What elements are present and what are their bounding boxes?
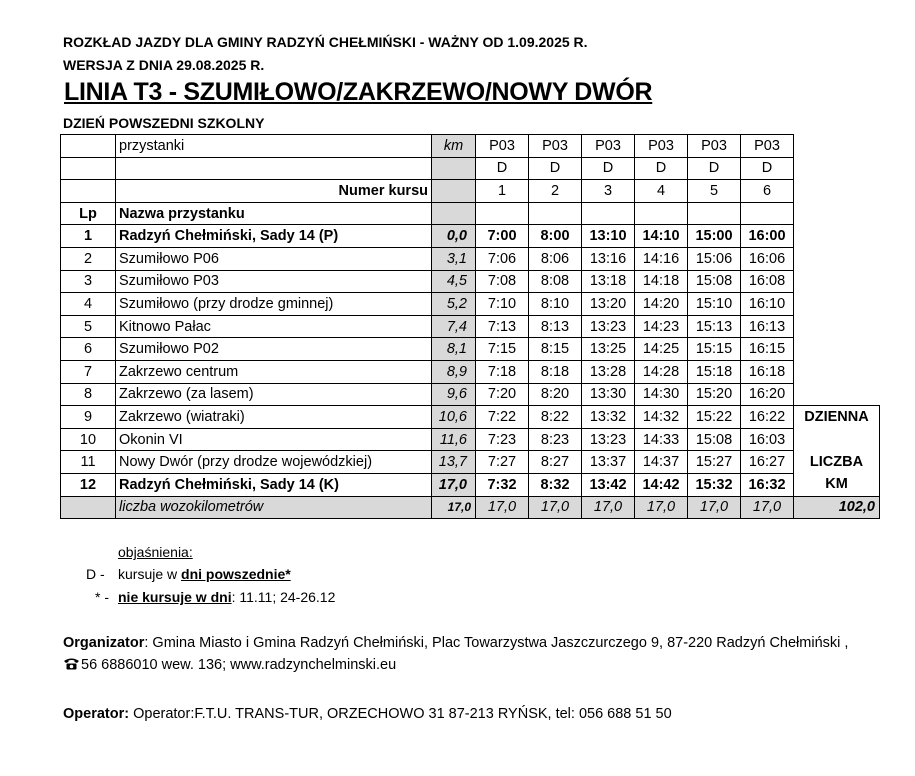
row-time: 16:15 [741,338,794,361]
total-row [61,496,880,519]
row-time: 15:18 [688,360,741,383]
row-time: 15:20 [688,383,741,406]
row-stop-name: Radzyń Chełmiński, Sady 14 (K) [116,473,432,496]
total-sum: 102,0 [794,496,880,519]
note-star-mark: * - [95,589,109,605]
timetable-rows [61,225,880,496]
row-time: 14:25 [635,338,688,361]
row-time: 8:13 [529,315,582,338]
row-time: 7:06 [476,247,529,270]
route-code: P03 [741,135,794,158]
row-lp: 7 [61,360,116,383]
row-km: 11,6 [432,428,476,451]
row-time: 13:20 [582,293,635,316]
row-lp: 1 [61,225,116,248]
row-time: 8:18 [529,360,582,383]
row-stop-name: Kitnowo Pałac [116,315,432,338]
empty-cell [61,180,116,203]
day-type: DZIEŃ POWSZEDNI SZKOLNY [63,115,265,131]
row-time: 16:27 [741,451,794,474]
row-km: 9,6 [432,383,476,406]
empty-cell [116,157,432,180]
row-time: 16:20 [741,383,794,406]
header-row-names [61,202,880,225]
organizer-contact [63,657,396,673]
row-time: 7:23 [476,428,529,451]
notes-title: objaśnienia: [118,544,193,560]
row-time: 7:20 [476,383,529,406]
row-km: 13,7 [432,451,476,474]
operator-label: Operator: [63,706,130,722]
row-time: 15:10 [688,293,741,316]
blank [794,293,880,316]
row-time: 14:20 [635,293,688,316]
note-star-text: : 11.11; 24-26.12 [231,589,336,605]
course-label: Numer kursu [116,180,432,203]
total-value: 17,0 [688,496,741,519]
route-code: P03 [635,135,688,158]
blank [794,157,880,180]
row-time: 15:13 [688,315,741,338]
row-lp: 11 [61,451,116,474]
row-km: 0,0 [432,225,476,248]
empty-cell [61,157,116,180]
row-time: 7:08 [476,270,529,293]
page-title: LINIA T3 - SZUMIŁOWO/ZAKRZEWO/NOWY DWÓR [64,78,653,106]
day-code: D [476,157,529,180]
row-time: 16:06 [741,247,794,270]
row-km: 4,5 [432,270,476,293]
operator-text: Operator:F.T.U. TRANS-TUR, ORZECHOWO 31 87-213 RYŃSK, tel: 056 688 51 50 [129,706,672,722]
row-km: 3,1 [432,247,476,270]
row-stop-name: Szumiłowo P02 [116,338,432,361]
row-stop-name: Radzyń Chełmiński, Sady 14 (P) [116,225,432,248]
row-time: 14:16 [635,247,688,270]
row-time: 16:18 [741,360,794,383]
note-d [118,566,291,582]
total-value: 17,0 [582,496,635,519]
row-time: 7:27 [476,451,529,474]
row-stop-name: Zakrzewo (za lasem) [116,383,432,406]
row-time: 16:32 [741,473,794,496]
table-row [61,451,880,474]
table-row [61,383,880,406]
row-time: 13:10 [582,225,635,248]
row-time: 14:37 [635,451,688,474]
row-stop-name: Zakrzewo centrum [116,360,432,383]
row-time: 13:25 [582,338,635,361]
side-label-km: KM [794,473,880,496]
row-km: 8,9 [432,360,476,383]
row-time: 13:30 [582,383,635,406]
row-stop-name: Szumiłowo P03 [116,270,432,293]
blank [794,360,880,383]
route-code: P03 [476,135,529,158]
organizer-label: Organizator [63,635,145,651]
row-time: 16:00 [741,225,794,248]
day-code: D [582,157,635,180]
row-time: 13:18 [582,270,635,293]
course-number: 3 [582,180,635,203]
row-lp: 5 [61,315,116,338]
row-time: 8:15 [529,338,582,361]
table-row [61,225,880,248]
row-time: 7:13 [476,315,529,338]
header-version: WERSJA Z DNIA 29.08.2025 R. [63,57,265,73]
organizer [63,635,848,651]
empty-cell [61,496,116,519]
row-time: 13:28 [582,360,635,383]
row-time: 14:28 [635,360,688,383]
row-km: 8,1 [432,338,476,361]
empty-cell [635,202,688,225]
row-lp: 2 [61,247,116,270]
day-code: D [741,157,794,180]
row-time: 14:10 [635,225,688,248]
row-time: 13:37 [582,451,635,474]
row-time: 15:00 [688,225,741,248]
side-label-dzienna: DZIENNA [794,406,880,429]
blank [794,270,880,293]
row-time: 13:16 [582,247,635,270]
row-time: 14:42 [635,473,688,496]
km-shade [432,180,476,203]
lp-label: Lp [61,202,116,225]
km-shade [432,157,476,180]
empty-cell [529,202,582,225]
empty-cell [741,202,794,225]
row-time: 14:32 [635,406,688,429]
row-time: 13:23 [582,428,635,451]
row-km: 5,2 [432,293,476,316]
table-row [61,293,880,316]
row-time: 8:00 [529,225,582,248]
row-time: 15:08 [688,428,741,451]
row-time: 7:18 [476,360,529,383]
total-value: 17,0 [741,496,794,519]
row-time: 8:23 [529,428,582,451]
route-code: P03 [529,135,582,158]
organizer-contact-text: 56 6886010 wew. 136; www.radzynchelminski.eu [81,657,397,673]
note-d-mark: D - [86,566,105,582]
row-stop-name: Szumiłowo (przy drodze gminnej) [116,293,432,316]
route-code: P03 [582,135,635,158]
empty-cell [476,202,529,225]
total-value: 17,0 [529,496,582,519]
row-time: 7:00 [476,225,529,248]
row-time: 8:06 [529,247,582,270]
table-row [61,270,880,293]
table-row [61,247,880,270]
row-km: 17,0 [432,473,476,496]
empty-cell [61,135,116,158]
table-row [61,360,880,383]
course-number: 5 [688,180,741,203]
note-star [118,589,335,605]
phone-icon [63,657,80,670]
row-time: 13:23 [582,315,635,338]
course-number: 2 [529,180,582,203]
side-label-liczba: LICZBA [794,451,880,474]
header-row-route [61,135,880,158]
header-row-course [61,180,880,203]
row-time: 15:22 [688,406,741,429]
blank [794,247,880,270]
row-lp: 8 [61,383,116,406]
row-time: 15:27 [688,451,741,474]
row-lp: 4 [61,293,116,316]
row-lp: 6 [61,338,116,361]
row-time: 14:18 [635,270,688,293]
day-code: D [688,157,741,180]
row-km: 10,6 [432,406,476,429]
total-value: 17,0 [635,496,688,519]
row-time: 16:08 [741,270,794,293]
row-time: 7:22 [476,406,529,429]
row-time: 13:42 [582,473,635,496]
table-row [61,473,880,496]
row-stop-name: Nowy Dwór (przy drodze wojewódzkiej) [116,451,432,474]
row-lp: 10 [61,428,116,451]
course-number: 1 [476,180,529,203]
table-row [61,338,880,361]
row-time: 16:03 [741,428,794,451]
day-code: D [635,157,688,180]
operator [63,706,672,722]
blank [794,202,880,225]
row-lp: 9 [61,406,116,429]
row-time: 13:32 [582,406,635,429]
total-label: liczba wozokilometrów [116,496,432,519]
row-time: 14:23 [635,315,688,338]
course-number: 4 [635,180,688,203]
row-time: 15:06 [688,247,741,270]
row-time: 8:32 [529,473,582,496]
note-d-text: kursuje w [118,566,178,582]
row-lp: 3 [61,270,116,293]
name-label: Nazwa przystanku [116,202,432,225]
timetable [60,134,880,519]
km-label: km [432,135,476,158]
route-code: P03 [688,135,741,158]
row-km: 7,4 [432,315,476,338]
blank [794,225,880,248]
row-time: 15:15 [688,338,741,361]
note-d-bold: dni powszednie* [181,566,291,582]
row-time: 8:27 [529,451,582,474]
course-number: 6 [741,180,794,203]
row-time: 7:10 [476,293,529,316]
row-stop-name: Zakrzewo (wiatraki) [116,406,432,429]
total-value: 17,0 [476,496,529,519]
blank [794,315,880,338]
row-time: 7:32 [476,473,529,496]
row-time: 14:30 [635,383,688,406]
row-time: 8:22 [529,406,582,429]
row-stop-name: Szumiłowo P06 [116,247,432,270]
stops-label: przystanki [116,135,432,158]
blank [794,180,880,203]
note-star-bold: nie kursuje w dni [118,589,232,605]
row-time: 7:15 [476,338,529,361]
header-validity: ROZKŁAD JAZDY DLA GMINY RADZYŃ CHEŁMIŃSKI - WAŻNY OD 1.09.2025 R. [63,34,588,50]
km-shade [432,202,476,225]
total-km: 17,0 [432,496,476,519]
row-time: 16:22 [741,406,794,429]
table-row [61,406,880,429]
row-time: 15:32 [688,473,741,496]
header-row-day [61,157,880,180]
side-blank [794,428,880,451]
blank [794,338,880,361]
row-time: 8:08 [529,270,582,293]
row-stop-name: Okonin VI [116,428,432,451]
blank [794,135,880,158]
row-lp: 12 [61,473,116,496]
empty-cell [688,202,741,225]
row-time: 16:13 [741,315,794,338]
blank [794,383,880,406]
row-time: 16:10 [741,293,794,316]
table-row [61,315,880,338]
row-time: 8:10 [529,293,582,316]
empty-cell [582,202,635,225]
organizer-text: : Gmina Miasto i Gmina Radzyń Chełmiński, Plac Towarzystwa Jaszczurczego 9, 87-220 Radzyń Chełmiński , [144,635,849,651]
table-row [61,428,880,451]
row-time: 8:20 [529,383,582,406]
row-time: 14:33 [635,428,688,451]
day-code: D [529,157,582,180]
row-time: 15:08 [688,270,741,293]
